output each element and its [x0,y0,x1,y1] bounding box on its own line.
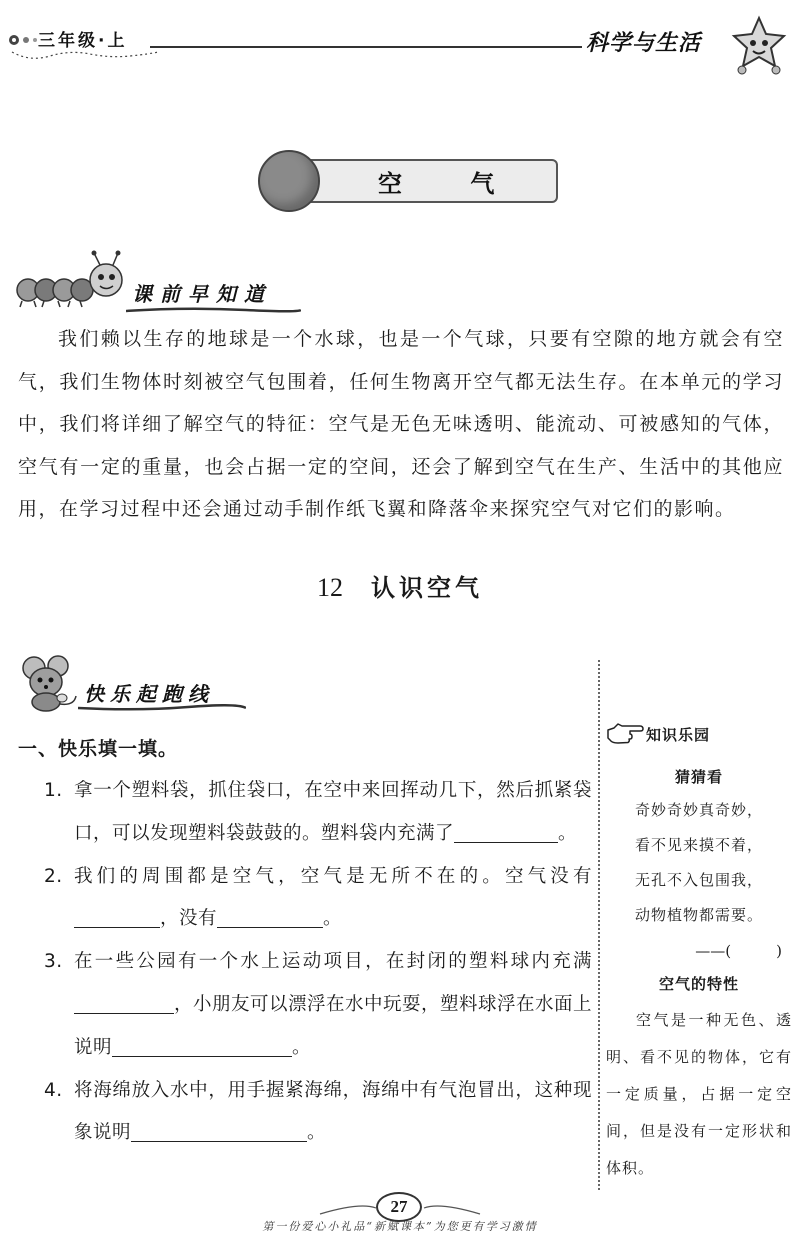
column-divider [598,660,600,1190]
question-number: 3. [44,951,63,973]
series-title: 科学与生活 [586,31,702,56]
question-text: ，没有 [160,908,218,930]
question-text: 拿一个塑料袋，抓住袋口，在空中来回挥动几下，然后抓紧袋口，可以发现塑料袋鼓鼓的。塑料袋内充满了 [74,780,592,844]
question-text: 。 [292,1036,312,1058]
brush-underline [126,306,301,314]
riddle-line: 动物植物都需要。 [634,906,763,924]
pointing-hand-icon [606,720,644,746]
unit-banner [258,150,558,212]
answer-blank[interactable] [217,904,323,928]
answer-blank[interactable] [131,1118,307,1142]
star-mascot-icon [728,14,790,76]
riddle-answer-blank[interactable]: ——( ) [695,942,782,960]
answer-blank[interactable] [74,990,174,1014]
question-group-title: 一、快乐填一填。 [18,738,179,760]
intro-section-title: 课前早知道 [132,282,272,306]
page-header [0,0,800,90]
question-number: 2. [44,865,63,887]
footer-slogan: 第一份爱心小礼品“新赋课本”为您更有学习激情 [262,1220,538,1233]
riddle-title: 猜猜看 [674,768,723,786]
property-text: 空气是一种无色、透明、看不见的物体，它有一定质量，占据一定空间，但是没有一定形状和体积。 [606,1011,792,1177]
question-item [44,856,592,942]
unit-title: 空 气 [378,169,525,198]
sidebar-title: 知识乐园 [646,726,711,744]
riddle-text [606,793,792,933]
lesson-heading [0,568,800,603]
question-item [44,770,592,856]
intro-section-heading [14,250,304,310]
mouse-mascot-icon [18,652,80,714]
question-number: 1. [44,780,63,801]
question-text: ，小朋友可以漂浮在水中玩耍，塑料球浮在水面上说明 [74,993,593,1058]
header-wave-decoration [10,48,160,62]
unit-banner-circle-icon [258,150,320,212]
intro-paragraph: 我们赖以生存的地球是一个水球，也是一个气球，只要有空隙的地方就会有空气，我们生物体时刻被空气包围着，任何生物离开空气都无法生存。在本单元的学习中，我们将详细了解空气的特征：空气是无色无味透明、能流动、可被感知的气体，空气有一定的重量，也会占据一定的空间，还会了解到空气在生产、生活中的其他应用，在学习过程中还会通过动手制作纸飞翼和降落伞来探究空气对它们的影响。 [18,328,784,520]
caterpillar-icon [14,250,134,310]
knowledge-sidebar [606,716,792,1187]
question-text: 。 [558,822,578,844]
property-title: 空气的特性 [658,975,739,993]
grade-label: 三年级·上 [38,31,128,51]
answer-blank[interactable] [74,904,160,928]
sidebar-heading [606,716,792,752]
answer-blank[interactable] [454,819,558,843]
question-number: 4. [44,1079,63,1101]
answer-blank[interactable] [112,1033,292,1057]
question-text: 将海绵放入水中，用手握紧海绵，海绵中有气泡冒出，这种现象说明 [74,1079,592,1144]
question-text: 在一些公园有一个水上运动项目，在封闭的塑料球内充满 [74,951,592,973]
question-item [44,941,592,1069]
question-list [44,770,592,1155]
page-number: 27 [376,1192,422,1222]
lesson-title: 认识空气 [371,574,483,602]
riddle-line: 看不见来摸不着， [634,836,763,854]
practice-section-title: 快乐起跑线 [84,682,214,706]
brush-underline [78,704,246,712]
question-item [44,1070,592,1156]
lesson-number: 12 [317,573,343,602]
riddle-line: 奇妙奇妙真奇妙， [634,801,763,819]
question-text: 。 [323,908,343,930]
riddle-line: 无孔不入包围我， [634,871,763,889]
header-rule [150,46,582,48]
practice-section-heading [18,652,258,716]
question-text: 我们的周围都是空气，空气是无所不在的。空气没有 [74,865,592,887]
question-text: 。 [307,1122,327,1144]
